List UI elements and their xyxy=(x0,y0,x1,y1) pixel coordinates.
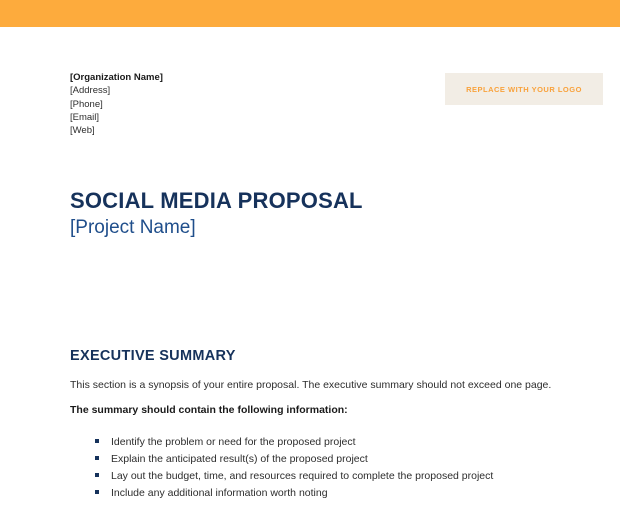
bullet-item xyxy=(95,434,595,451)
bullet-item xyxy=(95,485,595,502)
organization-phone-placeholder: [Phone] xyxy=(70,98,103,110)
bullet-item xyxy=(95,468,595,485)
summary-contents-lead: The summary should contain the following information: xyxy=(70,404,348,416)
logo-placeholder-label: REPLACE WITH YOUR LOGO xyxy=(466,84,582,94)
square-bullet-icon xyxy=(95,473,99,477)
summary-bullet-list xyxy=(95,434,595,502)
bullet-item-text: Identify the problem or need for the proposed project xyxy=(111,436,356,448)
organization-info-block xyxy=(70,71,163,137)
square-bullet-icon xyxy=(95,490,99,494)
bullet-item-text: Include any additional information worth noting xyxy=(111,487,328,499)
organization-name-placeholder: [Organization Name] xyxy=(70,72,163,83)
square-bullet-icon xyxy=(95,456,99,460)
square-bullet-icon xyxy=(95,439,99,443)
executive-summary-heading: EXECUTIVE SUMMARY xyxy=(70,348,236,364)
organization-email-placeholder: [Email] xyxy=(70,111,100,123)
project-name-placeholder: [Project Name] xyxy=(70,217,196,238)
organization-web-placeholder: [Web] xyxy=(70,125,95,137)
bullet-item-text: Lay out the budget, time, and resources required to complete the proposed project xyxy=(111,470,494,482)
organization-address-placeholder: [Address] xyxy=(70,85,111,97)
document-title: SOCIAL MEDIA PROPOSAL xyxy=(70,188,363,213)
executive-summary-intro: This section is a synopsis of your entire proposal. The executive summary should not exceed one page. xyxy=(70,379,552,391)
bullet-item xyxy=(95,451,595,468)
bullet-item-text: Explain the anticipated result(s) of the proposed project xyxy=(111,453,368,465)
logo-placeholder-button[interactable] xyxy=(445,73,603,105)
accent-top-bar xyxy=(0,0,620,27)
